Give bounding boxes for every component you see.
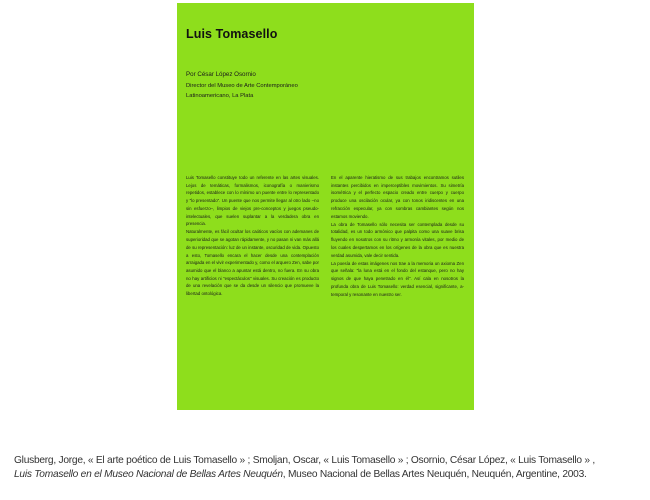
role-line-1: Director del Museo de Arte Contemporáneo [186,82,298,89]
paragraph: La obra de Tomasello sólo necesita ser contemplada desde su totalidad, es un todo armónico que palpita como una suave brisa fluyendo en nosotros con su ritmo y armonía vitales, por medio de los cuales despertamos en los orígenes de la obra que es nuestra verdad asumida, vale decir sentida. [331,221,464,258]
paragraph: La poesía de estas imágenes nos trae a la memoria un axioma Zen que señala: "la luna está en el fondo del estanque, pero no hay signos de que haya penetrado en él". Así cala en nosotros la profunda obra de Luis Tomasello: verdad esencial, significante, a-temporal y resonante en nuestro ser. [331,260,464,297]
paragraph: En el aparente hieratismo de sus trabajos encontramos sutiles instantes percibidos en imperceptibles movimientos. Su simetría isométrica y el perfecto espacio creado entre cuerpo y cuerpo produce una oscilación ocular, ya con tonos iridiscentes en una refracción especular, ya con sombras cambiantes según nos estamos moviendo. [331,175,464,219]
document-title: Luis Tomasello [186,27,278,41]
role-line-2: Latinoamericano, La Plata [186,93,254,99]
paragraph: Luis Tomasello constituye todo un referente en las artes visuales. Lejos de temáticas, formalismos, iconografía o manierismo repetidos, establece con lo mínimo un puente entre lo representado y "lo presentado". Un puente que nos permite llegar al otro lado –no sin esfuerzo–, limpios de viejos pre-conceptos y juegos pseudo-intelectuales, que suelen suplantar a la verdadera obra en presencia. [186,175,319,227]
document-page [177,3,474,410]
caption-line-1: Glusberg, Jorge, « El arte poético de Luis Tomasello » ; Smoljan, Oscar, « Luis Tomasello » ; Osornio, César López, « Luis Tomasello » , [14,455,595,466]
author-line: Por César López Osornio [186,71,256,78]
caption-publication-details: , Museo Nacional de Bellas Artes Neuquén, Neuquén, Argentine, 2003. [282,469,587,480]
text-column-right [331,174,464,299]
paragraph: Naturalmente, es fácil ocultar los caóticos vacíos con ademanes de superioridad que se agotan rápidamente, y no pasan ni van más allá de su representación: luz de un instante, oscuridad de vida. Opuesto a esto, Tomasello encara el hacer desde una contemplación arraigada en el vivir experimentado y, como el arquero Zen, sabe por asumido que el blanco a apuntar está dentro, no fuera. En su obra no hay artificios ni "espectáculos" visuales. Su creación es producto de una revelación que se da desde un silencio que promueve la libertad ontológica. [186,229,319,297]
citation-caption [14,454,644,482]
byline [186,70,298,102]
text-column-left [186,174,319,298]
caption-line-2 [14,468,644,482]
caption-publication-title: Luis Tomasello en el Museo Nacional de Bellas Artes Neuquén [14,469,283,480]
